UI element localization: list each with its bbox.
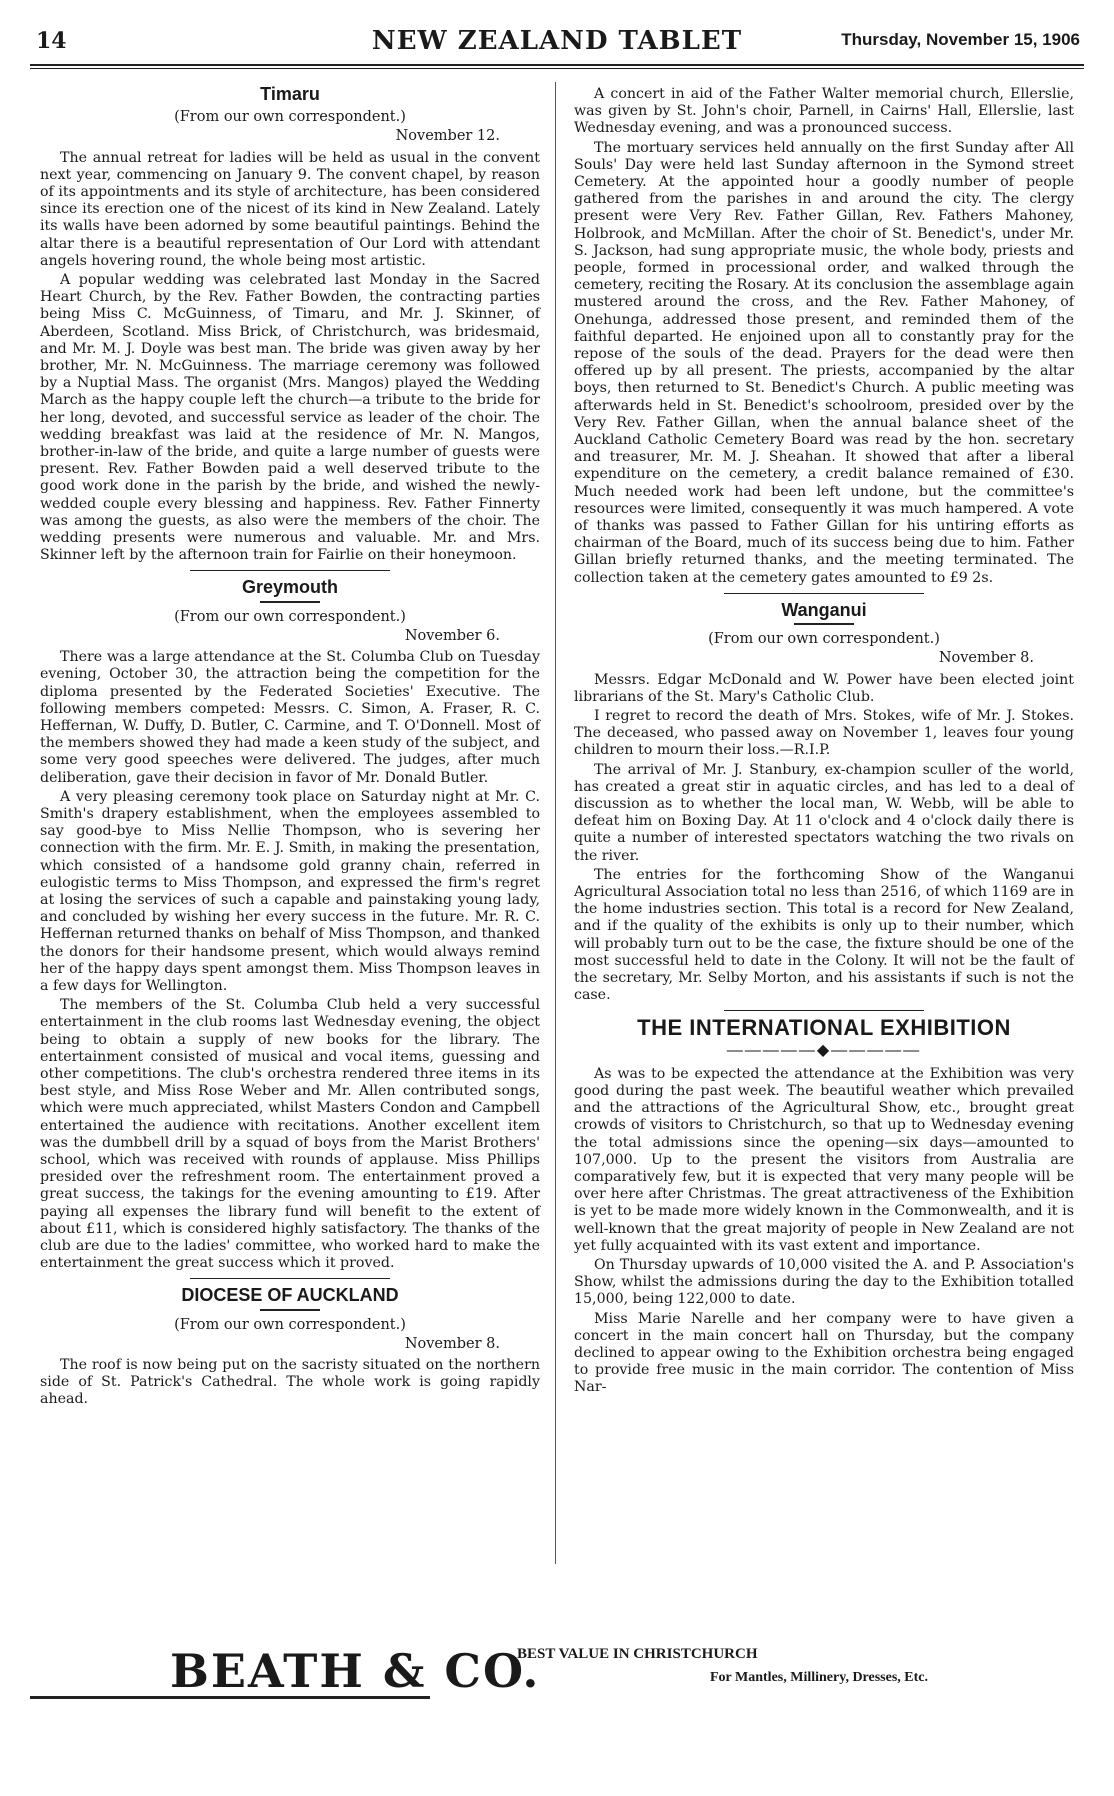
correspondent-line: (From our own correspondent.) xyxy=(708,631,940,648)
paragraph: As was to be expected the attendance at the Exhibition was very good during the past week. The beautiful weather which prevailed and the attractions of the Agricultural Show, etc., brought great crowds of visitors to Christchurch, so that up to Wednesday evening the total admissions since the opening—six days—amounted to 107,000. Up to the present the visitors from Australia are comparatively few, but it is expected that very many people will be over here after Christmas. The great attractiveness of the Exhibition is yet to be made more widely known in the Commonwealth, and it is well-known that the great majority of people in New Zealand are not yet fully acquainted with its vast extent and importance. xyxy=(574,1065,1074,1254)
paragraph: The arrival of Mr. J. Stanbury, ex-champion sculler of the world, has created a great stir in aquatic circles, and has led to a deal of discussion as to whether the local man, W. Webb, will be able to defeat him on Boxing Day. At 11 o'clock and 4 o'clock daily there is quite a number of interested spectators watching the two rivals on the river. xyxy=(574,761,1074,864)
paragraph: The mortuary services held annually on the first Sunday after All Souls' Day were held last Sunday afternoon in the Symond street Cemetery. At the appointed hour a goodly number of people gathered from the parishes in and around the city. The clergy present were Very Rev. Father Gillan, Rev. Fathers Mahoney, Holbrook, and McMillan. After the choir of St. Benedict's, under Mr. S. Jackson, had sung appropriate music, the whole body, priests and people, formed in processional order, and walked through the cemetery, reciting the Rosary. At its conclusion the assemblage again mustered around the cross, and the Rev. Father Mahoney, of Onehunga, addressed those present, and reminded them of the faithful departed. He enjoined upon all to constantly pray for the repose of the souls of the dead. Prayers for the dead were then offered up by all present. The priests, accompanied by the altar boys, then returned to St. Benedict's Church. A public meeting was afterwards held in St. Benedict's schoolroom, presided over by the Very Rev. Father Gillan, when the annual balance sheet of the Auckland Catholic Cemetery Board was read by the hon. secretary and treasurer, Mr. M. J. Sheahan. It showed that after a liberal expenditure on the cemetery, a credit balance remained of £30. Much needed work had been left undone, but the committee's resources were limited, consequently it was much hampered. A vote of thanks was passed to Father Gillan for his untiring efforts as chairman of the Board, much of its success being due to him. Father Gillan briefly returned thanks, and the meeting terminated. The collection taken at the cemetery gates amounted to £9 2s. xyxy=(574,139,1074,586)
dateline: November 12. xyxy=(395,128,500,145)
dateline: November 8. xyxy=(404,1335,500,1352)
correspondent-line: (From our own correspondent.) xyxy=(174,1316,406,1333)
section-rule xyxy=(724,593,924,594)
paragraph: Messrs. Edgar McDonald and W. Power have been elected joint librarians of the St. Mary's Catholic Club. xyxy=(574,671,1074,705)
dateline: November 8. xyxy=(938,650,1034,667)
paragraph: The members of the St. Columba Club held a very successful entertainment in the club rooms last Wednesday evening, the object being to obtain a supply of new books for the library. The entertainment consisted of musical and vocal items, guessing and other competitions. The club's orchestra rendered three items in its best style, and Miss Rose Weber and Mr. Allen contributed songs, which were much appreciated, whilst Masters Condon and Campbell entertained the audience with recitations. Another excellent item was the dumbbell drill by a squad of boys from the Marist Brothers' school, which was received with rounds of applause. Miss Phillips presided over the refreshment room. The entertainment proved a great success, the takings for the evening amounting to £19. After paying all expenses the library fund will benefit to the extent of about £11, which is considered highly satisfactory. The thanks of the club are due to the ladies' committee, who worked hard to make the entertainment the great success which it proved. xyxy=(40,997,540,1272)
header-rule xyxy=(30,64,1084,66)
section-rule xyxy=(190,570,390,571)
page-header xyxy=(30,18,1084,58)
paper-title: NEW ZEALAND TABLET xyxy=(371,26,743,56)
heading-rule xyxy=(260,601,320,603)
advert-tagline: BEST VALUE IN CHRISTCHURCH xyxy=(517,1646,758,1662)
section-heading-exhibition: THE INTERNATIONAL EXHIBITION xyxy=(637,1015,1011,1041)
diamond-ornament-icon: ―――――◆――――― xyxy=(726,1039,922,1059)
footer-advert xyxy=(30,1634,1084,1714)
heading-rule xyxy=(260,1309,320,1311)
section-rule xyxy=(724,1010,924,1011)
advert-subtagline: For Mantles, Millinery, Dresses, Etc. xyxy=(710,1670,928,1685)
paragraph: A popular wedding was celebrated last Monday in the Sacred Heart Church, by the Rev. Father Bowden, the contracting parties being Miss C. McGuinness, of Timaru, and Mr. J. Skinner, of Aberdeen, Scotland. Miss Brick, of Christchurch, was bridesmaid, and Mr. M. J. Doyle was best man. The bride was given away by her brother, Mr. N. McGuinness. The marriage ceremony was followed by a Nuptial Mass. The organist (Mrs. Mangos) played the Wedding March as the happy couple left the church—a tribute to the bride for her long, devoted, and successful service as leader of the choir. The wedding breakfast was laid at the residence of Mr. N. Mangos, brother-in-law of the bride, and quite a large number of guests were present. Rev. Father Bowden paid a well deserved tribute to the good work done in the parish by the bride, and wished the newly-wedded couple every blessing and happiness. Rev. Father Finnerty was among the guests, as also were the members of the choir. The wedding presents were numerous and valuable. Mr. and Mrs. Skinner left by the afternoon train for Fairlie on their honeymoon. xyxy=(40,272,540,564)
paragraph: On Thursday upwards of 10,000 visited the A. and P. Association's Show, whilst the admissions during the day to the Exhibition totalled 15,000, being 122,000 to date. xyxy=(574,1257,1074,1308)
paragraph: Miss Marie Narelle and her company were to have given a concert in the main concert hall on Thursday, but the company declined to appear owing to the Exhibition orchestra being engaged to provide free music in the main corridor. The contention of Miss Nar- xyxy=(574,1310,1074,1396)
paragraph: There was a large attendance at the St. Columba Club on Tuesday evening, October 30, the attraction being the competition for the diploma presented by the Federated Societies' Executive. The following members competed: Messrs. C. Simon, A. Fraser, R. C. Heffernan, W. Duffy, D. Butler, C. Carmine, and T. O'Donnell. Most of the members showed they had made a keen study of the subject, and some very good speeches were delivered. The judges, after much deliberation, gave their decision in favor of Mr. Donald Butler. xyxy=(40,649,540,786)
left-column xyxy=(40,86,540,1411)
heading-rule xyxy=(794,623,854,625)
paragraph: The annual retreat for ladies will be held as usual in the convent next year, commencing on January 9. The convent chapel, by reason of its appointments and its style of architecture, has been considered since its erection one of the nicest of its kind in New Zealand. Lately its walls have been adorned by some beautiful paintings. Behind the altar there is a beautiful representation of Our Lord with attendant angels hovering round, the whole being most artistic. xyxy=(40,149,540,269)
page-number: 14 xyxy=(36,28,67,54)
header-rule-thin xyxy=(30,68,1084,69)
section-heading-auckland: DIOCESE OF AUCKLAND xyxy=(181,1285,399,1306)
issue-date: Thursday, November 15, 1906 xyxy=(841,30,1080,49)
advertiser-name: BEATH & CO. xyxy=(170,1644,541,1698)
paragraph: I regret to record the death of Mrs. Stokes, wife of Mr. J. Stokes. The deceased, who passed away on November 1, leaves four young children to mourn their loss.—R.I.P. xyxy=(574,707,1074,759)
correspondent-line: (From our own correspondent.) xyxy=(174,109,406,126)
paragraph: The entries for the forthcoming Show of the Wanganui Agricultural Association total no less than 2516, of which 1169 are in the home industries section. This total is a record for New Zealand, and if the quality of the exhibits is only up to their number, which will probably turn out to be the case, the fixture should be one of the most successful held to date in the Colony. It will not be the fault of the secretary, Mr. Selby Morton, and his assistants if such is not the case. xyxy=(574,866,1074,1004)
section-rule xyxy=(190,1278,390,1279)
section-heading-wanganui: Wanganui xyxy=(781,599,867,620)
paragraph: A very pleasing ceremony took place on Saturday night at Mr. C. Smith's drapery establishment, when the employees assembled to say good-bye to Miss Nellie Thompson, who is severing her connection with the firm. Mr. E. J. Smith, in making the presentation, which consisted of a handsome gold granny chain, referred in eulogistic terms to Miss Thompson, and expressed the firm's regret at losing the services of such a capable and painstaking young lady, and concluded by wishing her every success in the future. Mr. R. C. Heffernan returned thanks on behalf of Miss Thompson, and thanked the donors for their handsome present, which would always remind her of the happy days spent amongst them. Miss Thompson leaves in a few days for Wellington. xyxy=(40,788,540,994)
correspondent-line: (From our own correspondent.) xyxy=(174,608,406,625)
dateline: November 6. xyxy=(404,627,500,644)
paragraph: A concert in aid of the Father Walter memorial church, Ellerslie, was given by St. John's choir, Parnell, in Cairns' Hall, Ellerslie, last Wednesday evening, and was a pronounced success. xyxy=(574,86,1074,137)
section-heading-timaru: Timaru xyxy=(260,84,320,104)
section-heading-greymouth: Greymouth xyxy=(241,577,338,598)
advert-rule xyxy=(30,1696,430,1699)
right-column xyxy=(574,86,1074,1399)
column-divider xyxy=(555,82,556,1564)
paragraph: The roof is now being put on the sacristy situated on the northern side of St. Patrick's Cathedral. The whole work is going rapidly ahead. xyxy=(40,1357,540,1408)
